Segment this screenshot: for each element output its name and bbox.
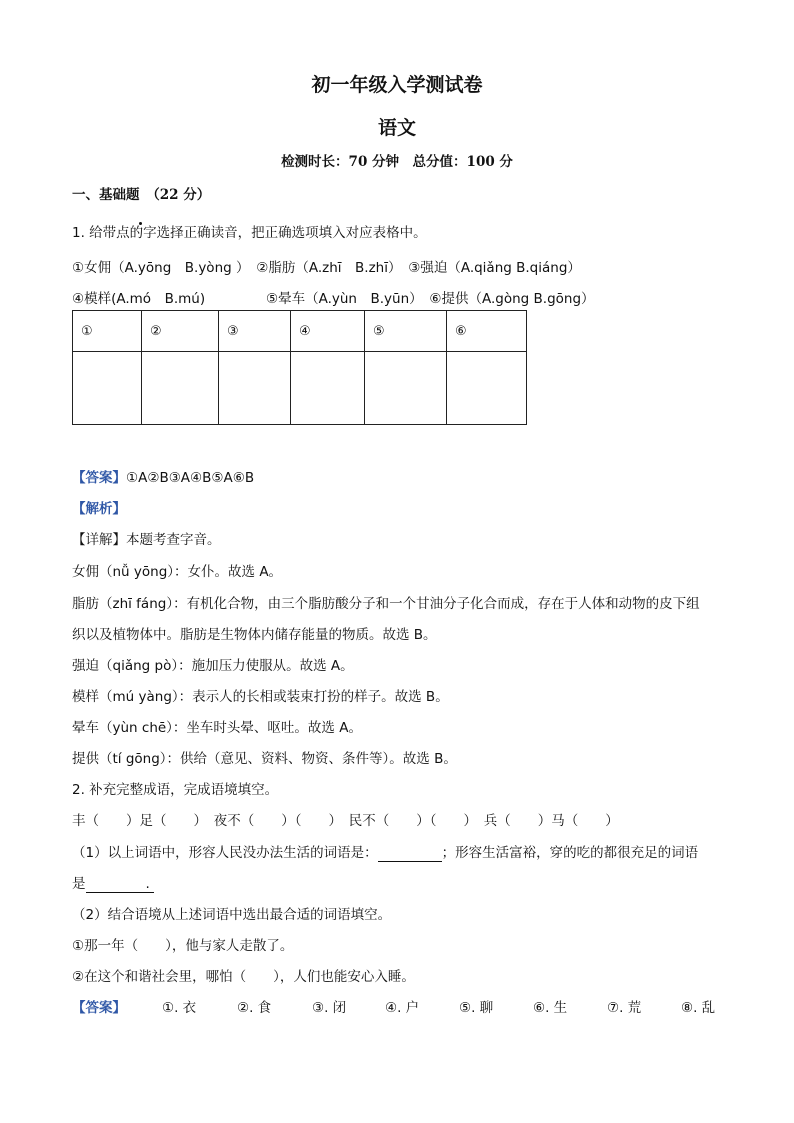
q2-answer-item: ⑧. 乱 bbox=[681, 1000, 716, 1016]
blank-field[interactable] bbox=[86, 876, 154, 893]
table-header-cell: ① bbox=[73, 311, 142, 352]
answer-tag: 【答案】 bbox=[72, 470, 126, 486]
answer-cell[interactable] bbox=[73, 352, 142, 425]
explanation-line: 女佣（nǚ yōng）：女仆。故选 A。 bbox=[72, 564, 283, 580]
q2-sub1-part-a: （1）以上词语中，形容人民没办法生活的词语是： bbox=[72, 845, 378, 861]
q2-answer-item: ④. 户 bbox=[385, 1000, 420, 1016]
explanation-line: 强迫（qiǎng pò）：施加压力使服从。故选 A。 bbox=[72, 658, 354, 674]
q2-idioms: 丰（ ）足（ ） 夜不（ ）（ ） 民不（ ）（ ） 兵（ ）马（ ） bbox=[72, 813, 619, 829]
q1-option-4: ④模样(A.mó B.mú) bbox=[72, 291, 206, 307]
q1-detail bbox=[72, 528, 221, 548]
answer-cell[interactable] bbox=[291, 352, 365, 425]
exam-subject: 语文 bbox=[377, 117, 416, 139]
answer-cell[interactable] bbox=[447, 352, 527, 425]
answer-text: ①A②B③A④B⑤A⑥B bbox=[126, 470, 255, 486]
q1-prompt bbox=[72, 221, 427, 241]
table-header-cell: ④ bbox=[291, 311, 365, 352]
q1-options-line-2 bbox=[72, 287, 595, 307]
blank-field[interactable] bbox=[378, 845, 442, 862]
q2-answer-item: ⑦. 荒 bbox=[607, 1000, 642, 1016]
q2-sub1-part-c: 是 bbox=[72, 876, 86, 892]
answer-cell[interactable] bbox=[365, 352, 447, 425]
explanation-line: 模样（mú yàng）：表示人的长相或装束打扮的样子。故选 B。 bbox=[72, 689, 449, 705]
q2-answer-item: ③. 闭 bbox=[312, 1000, 347, 1016]
table-header-cell: ⑥ bbox=[447, 311, 527, 352]
q1-prompt-part-a: 1. 给带点 bbox=[72, 225, 130, 241]
explanation-line: 晕车（yùn chē）：坐车时头晕、呕吐。故选 A。 bbox=[72, 720, 362, 736]
exam-title: 初一年级入学测试卷 bbox=[311, 74, 483, 96]
q1-analysis bbox=[72, 497, 126, 517]
q2-answer-item: ②. 食 bbox=[237, 1000, 272, 1016]
q2-answer-item: ⑥. 生 bbox=[533, 1000, 568, 1016]
detail-tag: 【详解】 bbox=[72, 532, 126, 548]
q2-answer-tag: 【答案】 bbox=[72, 1000, 126, 1016]
q2-answer-item: ①. 衣 bbox=[162, 1000, 197, 1016]
table-header-cell: ② bbox=[142, 311, 219, 352]
table-header-cell: ③ bbox=[219, 311, 291, 352]
q2-sentence-2: ②在这个和谐社会里，哪怕（ ），人们也能安心入睡。 bbox=[72, 969, 415, 985]
answer-cell[interactable] bbox=[219, 352, 291, 425]
exam-meta: 检测时长：70 分钟 总分值：100 分 bbox=[281, 154, 513, 170]
q1-options-5-6: ⑤晕车（A.yùn B.yūn） ⑥提供（A.gòng B.gōng） bbox=[266, 291, 595, 307]
q2-sub1-cont bbox=[72, 872, 154, 893]
q1-prompt-part-b: 字选择正确读音，把正确选项填入对应表格中。 bbox=[143, 225, 427, 241]
explanation-line: 脂肪（zhī fáng）：有机化合物，由三个脂肪酸分子和一个甘油分子化合而成，存在于人体和动物的皮下组 bbox=[72, 596, 700, 612]
section-heading: 一、基础题 （22 分） bbox=[72, 187, 211, 203]
q2-prompt: 2. 补充完整成语，完成语境填空。 bbox=[72, 782, 279, 798]
period: . bbox=[145, 876, 150, 892]
answer-cell[interactable] bbox=[142, 352, 219, 425]
q1-prompt-dotted: 的 bbox=[129, 225, 144, 241]
q2-sub1-part-b: ；形容生活富裕，穿的吃的都很充足的词语 bbox=[441, 845, 699, 861]
detail-text: 本题考查字音。 bbox=[126, 532, 221, 548]
analysis-tag: 【解析】 bbox=[72, 501, 126, 517]
q1-answer bbox=[72, 466, 254, 486]
q2-sub1 bbox=[72, 841, 698, 862]
table-header-cell: ⑤ bbox=[365, 311, 447, 352]
q2-answer-item: ⑤. 聊 bbox=[459, 1000, 494, 1016]
explanation-line: 提供（tí gōng）：供给（意见、资料、物资、条件等）。故选 B。 bbox=[72, 751, 457, 767]
explanation-line: 织以及植物体中。脂肪是生物体内储存能量的物质。故选 B。 bbox=[72, 627, 437, 643]
q2-sentence-1: ①那一年（ ），他与家人走散了。 bbox=[72, 938, 294, 954]
answer-table bbox=[72, 310, 527, 425]
q2-sub2: （2）结合语境从上述词语中选出最合适的词语填空。 bbox=[72, 907, 392, 923]
q1-options-line-1: ①女佣（A.yōng B.yòng ） ②脂肪（A.zhī B.zhī） ③强迫（A.qiǎng B.qiáng） bbox=[72, 260, 581, 276]
